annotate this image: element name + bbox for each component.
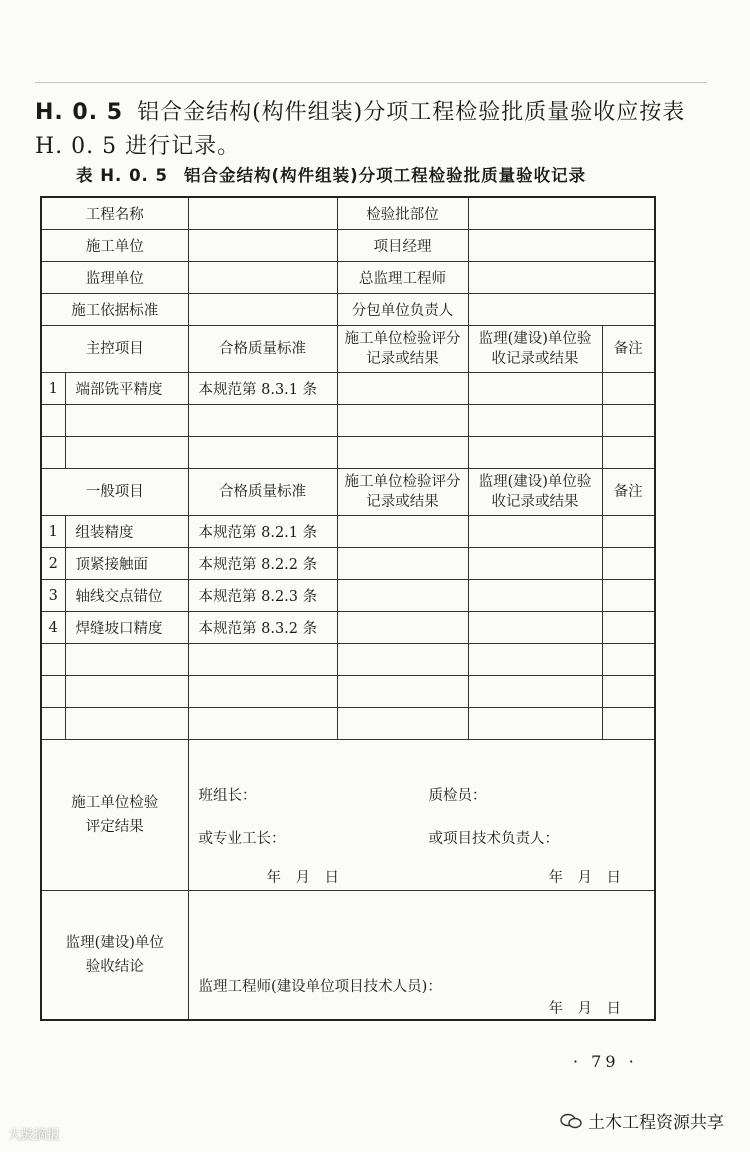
clause-paragraph [35, 96, 715, 164]
contractor-result-cell [337, 437, 468, 469]
info-label: 工程名称 [41, 197, 188, 230]
info-label: 项目经理 [337, 230, 468, 262]
wechat-icon [560, 1113, 582, 1129]
supervisor-result-cell [468, 548, 602, 580]
page-number: · 79 · [573, 1052, 638, 1071]
supervisor-label-line2: 验收结论 [85, 959, 144, 975]
top-rule [35, 82, 707, 83]
item-standard: 本规范第 8.2.3 条 [188, 580, 337, 612]
remarks-cell [602, 373, 655, 405]
item-standard: 本规范第 8.3.1 条 [188, 373, 337, 405]
general-item-row [41, 612, 655, 644]
general-item-row [41, 516, 655, 548]
main-item-row [41, 373, 655, 405]
contractor-result-cell [337, 580, 468, 612]
contractor-result-cell [337, 676, 468, 708]
date-field: 年 月 日 [548, 1001, 621, 1017]
table-caption [76, 162, 586, 186]
contractor-result-cell [337, 516, 468, 548]
watermark-right-text: 土木工程资源共享 [588, 1113, 724, 1133]
main-items-header: 主控项目 [41, 326, 188, 373]
supervisor-result-cell [468, 516, 602, 548]
item-no: 1 [41, 516, 65, 548]
supervisor-conclusion-row [41, 891, 655, 1021]
item-standard [188, 676, 337, 708]
item-name [65, 437, 188, 469]
supervisor-result-cell [468, 580, 602, 612]
watermark-left-text: 大鼓摘报 [8, 1128, 61, 1143]
supervisor-engineer-label: 监理工程师(建设单位项目技术人员)： [198, 979, 442, 995]
contractor-result-cell [337, 612, 468, 644]
general-items-header: 一般项目 [41, 469, 188, 516]
acceptance-record-table [40, 196, 656, 1021]
supervisor-label-line1: 监理(建设)单位 [65, 935, 164, 951]
general-item-row [41, 708, 655, 740]
remarks-cell [602, 676, 655, 708]
info-value [188, 262, 337, 294]
watermark-left [8, 1124, 60, 1143]
info-row [41, 294, 655, 326]
standard-header: 合格质量标准 [188, 469, 337, 516]
item-name: 端部铣平精度 [65, 373, 188, 405]
watermark-right [560, 1108, 724, 1133]
item-name: 轴线交点错位 [65, 580, 188, 612]
clause-number: H. 0. 5 [35, 100, 124, 125]
supervisor-result-cell [468, 437, 602, 469]
remarks-cell [602, 548, 655, 580]
remarks-cell [602, 516, 655, 548]
remarks-header: 备注 [602, 326, 655, 373]
item-name [65, 676, 188, 708]
general-item-row [41, 548, 655, 580]
info-label: 总监理工程师 [337, 262, 468, 294]
contractor-result-cell [337, 405, 468, 437]
contractor-result-cell [337, 548, 468, 580]
general-item-row [41, 644, 655, 676]
item-no [41, 676, 65, 708]
info-label: 分包单位负责人 [337, 294, 468, 326]
date-field: 年 月 日 [266, 870, 339, 886]
info-value [188, 230, 337, 262]
item-standard: 本规范第 8.2.1 条 [188, 516, 337, 548]
supervisor-result-cell [468, 644, 602, 676]
tech-lead-label: 或项目技术负责人： [428, 831, 559, 847]
item-no [41, 708, 65, 740]
info-value [468, 230, 655, 262]
table-number: 表 H. 0. 5 [76, 166, 169, 185]
item-standard [188, 405, 337, 437]
item-no [41, 644, 65, 676]
item-name [65, 708, 188, 740]
supervisor-result-cell [468, 373, 602, 405]
info-value [188, 294, 337, 326]
remarks-cell [602, 644, 655, 676]
team-leader-label: 班组长： [198, 788, 257, 804]
item-no: 3 [41, 580, 65, 612]
item-no: 4 [41, 612, 65, 644]
clause-text-line1: 铝合金结构(构件组装)分项工程检验批质量验收应按表 [137, 100, 686, 125]
supervisor-conclusion-label [41, 891, 188, 1021]
contractor-result-cell [337, 708, 468, 740]
item-name [65, 405, 188, 437]
supervisor-result-cell [468, 405, 602, 437]
main-items-header-row [41, 326, 655, 373]
item-name: 顶紧接触面 [65, 548, 188, 580]
item-no: 1 [41, 373, 65, 405]
info-value [468, 294, 655, 326]
info-row [41, 262, 655, 294]
contractor-evaluation-row [41, 740, 655, 891]
item-standard: 本规范第 8.2.2 条 [188, 548, 337, 580]
item-standard [188, 708, 337, 740]
supervisor-conclusion-signatures [188, 891, 655, 1021]
contractor-result-cell [337, 373, 468, 405]
item-standard: 本规范第 8.3.2 条 [188, 612, 337, 644]
general-item-row [41, 676, 655, 708]
remarks-cell [602, 708, 655, 740]
remarks-cell [602, 437, 655, 469]
info-value [188, 197, 337, 230]
info-label: 检验批部位 [337, 197, 468, 230]
info-row [41, 197, 655, 230]
info-label: 施工单位 [41, 230, 188, 262]
contractor-label-line2: 评定结果 [85, 819, 144, 835]
supervisor-result-cell [468, 676, 602, 708]
item-name: 组装精度 [65, 516, 188, 548]
item-no [41, 405, 65, 437]
remarks-cell [602, 405, 655, 437]
general-items-header-row [41, 469, 655, 516]
contractor-result-cell [337, 644, 468, 676]
info-label: 监理单位 [41, 262, 188, 294]
contractor-evaluation-label [41, 740, 188, 891]
standard-header: 合格质量标准 [188, 326, 337, 373]
main-item-row [41, 405, 655, 437]
foreman-label: 或专业工长： [198, 831, 286, 847]
contractor-evaluation-signatures [188, 740, 655, 891]
info-value [468, 197, 655, 230]
info-value [468, 262, 655, 294]
remarks-header: 备注 [602, 469, 655, 516]
remarks-cell [602, 612, 655, 644]
info-label: 施工依据标准 [41, 294, 188, 326]
general-item-row [41, 580, 655, 612]
item-no [41, 437, 65, 469]
contractor-result-header: 施工单位检验评分记录或结果 [337, 469, 468, 516]
supervisor-result-header: 监理(建设)单位验收记录或结果 [468, 326, 602, 373]
main-item-row [41, 437, 655, 469]
supervisor-result-cell [468, 708, 602, 740]
contractor-result-header: 施工单位检验评分记录或结果 [337, 326, 468, 373]
date-field: 年 月 日 [548, 870, 621, 886]
info-row [41, 230, 655, 262]
supervisor-result-cell [468, 612, 602, 644]
contractor-label-line1: 施工单位检验 [71, 795, 159, 811]
item-name [65, 644, 188, 676]
quality-inspector-label: 质检员： [428, 788, 487, 804]
item-standard [188, 437, 337, 469]
supervisor-result-header: 监理(建设)单位验收记录或结果 [468, 469, 602, 516]
item-standard [188, 644, 337, 676]
clause-text-line2: H. 0. 5 进行记录。 [35, 134, 241, 159]
item-no: 2 [41, 548, 65, 580]
table-title: 铝合金结构(构件组装)分项工程检验批质量验收记录 [184, 166, 587, 185]
item-name: 焊缝坡口精度 [65, 612, 188, 644]
remarks-cell [602, 580, 655, 612]
